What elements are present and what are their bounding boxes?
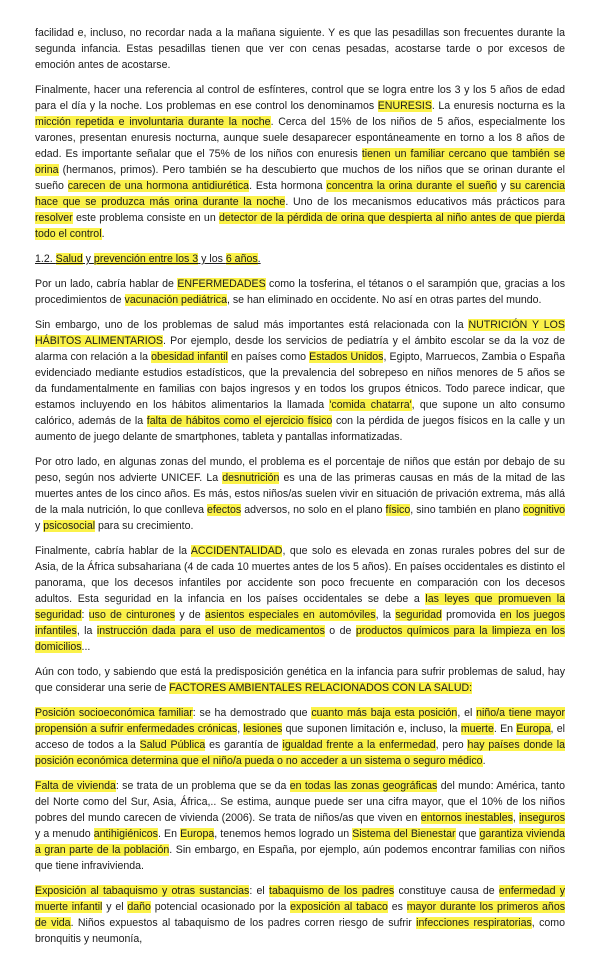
highlighted-text: mayor durante los primeros años de vida: [35, 901, 566, 929]
highlighted-text: Salud: [55, 253, 83, 265]
paragraph-tobacco: [35, 883, 565, 947]
text-run: , tenemos hemos logrado un: [214, 828, 353, 840]
highlighted-text: en los juegos infantiles: [35, 609, 565, 637]
text-run: .: [257, 253, 261, 265]
highlighted-text: Sistema del Bienestar: [352, 828, 456, 840]
text-run: , la: [375, 609, 396, 621]
text-run: , se han eliminado en occidente. No así en otras partes del mundo.: [227, 294, 542, 306]
highlighted-text: Salud Pública: [139, 739, 206, 751]
highlighted-text: Estados Unidos: [309, 351, 384, 363]
text-run: y de: [175, 609, 205, 621]
text-run: potencial ocasionado por la: [150, 901, 291, 913]
highlighted-text: físico: [385, 504, 411, 516]
highlighted-text: falta de hábitos como el ejercicio físico: [146, 415, 333, 427]
text-run: ,: [237, 723, 244, 735]
text-run: que: [455, 828, 480, 840]
highlighted-text: micción repetida e involuntaria durante la noche: [35, 116, 271, 128]
text-run: en países como: [227, 351, 310, 363]
highlighted-text: efectos: [207, 504, 242, 516]
section-heading: [35, 251, 565, 267]
highlighted-text: Exposición al tabaquismo y otras sustancias: [35, 885, 250, 897]
text-run: .: [101, 228, 105, 240]
highlighted-text: concentra la orina durante el sueño: [326, 180, 497, 192]
text-run: es: [387, 901, 407, 913]
highlighted-text: tienen un familiar cercano que también se orina: [35, 148, 565, 176]
highlighted-text: vacunación pediátrica: [124, 294, 227, 306]
highlighted-text: tabaquismo de los padres: [269, 885, 395, 897]
text-run: : se trata de un problema que se da: [115, 780, 290, 792]
text-run: Por otro lado, en algunas zonas del mundo, el problema es el porcentaje de niños que están por debajo de su peso, según nos advierte UNICEF. La: [35, 456, 565, 484]
text-run: y a menudo: [35, 828, 94, 840]
highlighted-text: Falta de vivienda: [35, 780, 116, 792]
highlighted-text: igualdad frente a la enfermedad: [282, 739, 436, 751]
highlighted-text: seguridad: [395, 609, 442, 621]
paragraph-housing: [35, 778, 565, 874]
highlighted-text: detector de la pérdida de orina que despierta al niño antes de que pierda todo el control: [35, 212, 565, 240]
text-run: es garantía de: [205, 739, 283, 751]
text-run: Aún con todo, y sabiendo que está la predisposición genética en la infancia para sufrir problemas de salud, hay que considerar una serie de: [35, 666, 565, 694]
highlighted-text: entornos inestables: [420, 812, 513, 824]
text-run: . Sin embargo, en España, por ejemplo, aún podemos encontrar familias con niños que tiene infravivienda.: [35, 844, 565, 872]
highlighted-text: Posición socioeconómica familiar: [35, 707, 193, 719]
highlighted-text: ACCIDENTALIDAD: [190, 545, 283, 557]
paragraph-diseases: [35, 276, 565, 308]
paragraph-socioeconomic: [35, 705, 565, 769]
text-run: y los: [198, 253, 226, 265]
text-run: como la tosferina, el tétanos o el sarampión que, gracias a los procedimientos de: [35, 278, 566, 306]
text-run: : se ha demostrado que: [192, 707, 312, 719]
paragraph-enuresis: [35, 82, 565, 242]
highlighted-text: Europa: [180, 828, 215, 840]
highlighted-text: lesiones: [243, 723, 283, 735]
text-run: facilidad e, incluso, no recordar nada a la mañana siguiente. Y es que las pesadillas son frecuentes durante la segunda infancia. Estas pesadillas tienen que ver con cenas pesadas, acostarse tarde o por excesos de emoción antes de acostarse.: [35, 27, 565, 71]
paragraph-nightmares: [35, 25, 565, 73]
highlighted-text: prevención entre los 3: [93, 253, 199, 265]
highlighted-text: antihigiénicos: [93, 828, 158, 840]
paragraph-nutrition: [35, 317, 565, 445]
text-run: Por un lado, cabría hablar de: [35, 278, 178, 290]
highlighted-text: uso de cinturones: [88, 609, 176, 621]
highlighted-text: muerte: [460, 723, 494, 735]
paragraphs-block-1: [35, 25, 565, 242]
highlighted-text: infecciones respiratorias: [416, 917, 532, 929]
text-run: adversos, no solo en el plano: [241, 504, 386, 516]
highlighted-text: su carencia hace que se produzca más orina durante la noche: [35, 180, 565, 208]
highlighted-text: desnutrición: [222, 472, 280, 484]
text-run: 1.2.: [35, 253, 56, 265]
text-run: es una de las primeras causas en más de la mitad de las muertes antes de los cinco años. Es más, estos niños/as suelen vivir en situación de privación extrema, más allá de la mala nutrición, lo que conlleva: [35, 472, 565, 516]
text-run: . Esta hormona: [249, 180, 327, 192]
highlighted-text: NUTRICIÓN Y LOS HÁBITOS ALIMENTARIOS: [35, 319, 565, 347]
highlighted-text: ENURESIS: [377, 100, 432, 112]
highlighted-text: FACTORES AMBIENTALES RELACIONADOS CON LA SALUD:: [169, 682, 473, 694]
text-run: . En: [493, 723, 517, 735]
text-run: , Egipto, Marruecos, Zambia o España evidenciado mediante estudios estadísticos, que la prevalencia del sobrepeso en niños menores de 5 años se da fundamentalmente en familias con bajos ingresos y en todos los grupos étnicos. Todo parece indicar, que estamos incluyendo en los hábitos alimentarios la llamada: [35, 351, 565, 411]
paragraph-environmental: [35, 664, 565, 696]
text-run: (hermanos, primos). Pero también se ha descubierto que muchos de los niños que se orinan durante el sueño: [35, 164, 565, 192]
text-run: , sino también en plano: [410, 504, 524, 516]
highlighted-text: instrucción dada para el uso de medicamentos: [96, 625, 325, 637]
highlighted-text: Europa: [516, 723, 551, 735]
text-run: del mundo: América, tanto del Norte como del Sur, Asia, África,.. Se estima, aunque puede ser una cifra mayor, que el 10% de los niños pobres del mundo carecen de vivienda (2006). Se trata de niños/as que viven en: [35, 780, 565, 824]
highlighted-text: asientos especiales en automóviles: [204, 609, 376, 621]
text-run: Finalmente, cabría hablar de la: [35, 545, 191, 557]
text-run: con la pérdida de juegos físicos en la calle y un aumento de juego delante de smartphones, tableta y pantallas informatizadas.: [35, 415, 565, 443]
highlighted-text: daño: [127, 901, 151, 913]
text-run: . La enuresis nocturna es la: [431, 100, 565, 112]
text-run: . Cerca del 15% de los niños de 5 años, especialmente los varones, presentan enuresis nocturna, aunque suele desaparecer espontáneamente en torno a los 8 años de edad. Es importante señalar que el 75% de los niños con enuresis: [35, 116, 565, 160]
text-run: y: [82, 253, 94, 265]
text-run: , que supone un alto consumo calórico, además de la: [35, 399, 565, 427]
highlighted-text: en todas las zonas geográficas: [289, 780, 438, 792]
highlighted-text: inseguros: [519, 812, 566, 824]
highlighted-text: carecen de una hormona antidiurética: [67, 180, 250, 192]
highlighted-text: resolver: [35, 212, 73, 224]
text-run: , pero: [435, 739, 468, 751]
text-run: .: [482, 755, 486, 767]
highlighted-text: 'comida chatarra': [329, 399, 412, 411]
text-run: y el: [102, 901, 128, 913]
paragraphs-block-2: [35, 276, 565, 947]
text-run: ...: [81, 641, 91, 653]
highlighted-text: niño/a tiene mayor propensión a sufrir enfermedades crónicas: [35, 707, 566, 735]
highlighted-text: garantiza vivienda a gran parte de la población: [35, 828, 565, 856]
text-run: , el: [457, 707, 477, 719]
highlighted-text: hay países donde la posición económica determina que el niño/a pueda o no acceder a un sistema o seguro médico: [35, 739, 565, 767]
text-run: Finalmente, hacer una referencia al control de esfínteres, control que se logra entre los 3 y los 5 años de edad para el día y la noche. Los problemas en ese control los denominamos: [35, 84, 565, 112]
highlighted-text: 6 años: [225, 253, 258, 265]
text-run: . En: [157, 828, 181, 840]
text-run: :: [81, 609, 89, 621]
text-run: , el acceso de todos a la: [35, 723, 565, 751]
text-run: para su crecimiento.: [95, 520, 194, 532]
text-run: constituye causa de: [394, 885, 499, 897]
text-run: ,: [512, 812, 520, 824]
text-run: promovida: [441, 609, 500, 621]
highlighted-text: enfermedad y muerte infantil: [35, 885, 565, 913]
text-run: : el: [249, 885, 270, 897]
text-run: este problema consiste en un: [72, 212, 219, 224]
highlighted-text: exposición al tabaco: [290, 901, 388, 913]
paragraph-malnutrition: [35, 454, 565, 534]
highlighted-text: las leyes que promueven la seguridad: [35, 593, 566, 621]
text-run: , como bronquitis y neumonía,: [35, 917, 566, 945]
text-run: , que solo es elevada en zonas rurales pobres del sur de Asia, de la África subsahariana (4 de cada 10 muertes antes de los 5 años). En países occidentales es distinto el panorama, que los decesos infantiles por accidente son poco frecuente en comparación con los decesos adultos. Esta seguridad en la infancia en los países occidentales se debe a: [35, 545, 565, 605]
text-run: . Por ejemplo, desde los servicios de pediatría y el ámbito escolar se da la voz de alarma con relación a la: [35, 335, 566, 363]
document-page: [35, 25, 565, 956]
text-run: . Uno de los mecanismos educativos más prácticos para: [285, 196, 566, 208]
text-run: y: [496, 180, 510, 192]
text-run: . Niños expuestos al tabaquismo de los padres corren riesgo de sufrir: [70, 917, 417, 929]
text-run: y: [35, 520, 44, 532]
highlighted-text: productos químicos para la limpieza en los domicilios: [35, 625, 565, 653]
text-run: o de: [324, 625, 356, 637]
text-run: , la: [76, 625, 97, 637]
highlighted-text: cuanto más baja esta posición: [311, 707, 458, 719]
highlighted-text: psicosocial: [43, 520, 96, 532]
text-run: que suponen limitación e, incluso, la: [282, 723, 461, 735]
highlighted-text: cognitivo: [523, 504, 566, 516]
text-run: Sin embargo, uno de los problemas de salud más importantes está relacionada con la: [35, 319, 469, 331]
highlighted-text: obesidad infantil: [151, 351, 228, 363]
paragraph-accidents: [35, 543, 565, 655]
highlighted-text: ENFERMEDADES: [177, 278, 266, 290]
